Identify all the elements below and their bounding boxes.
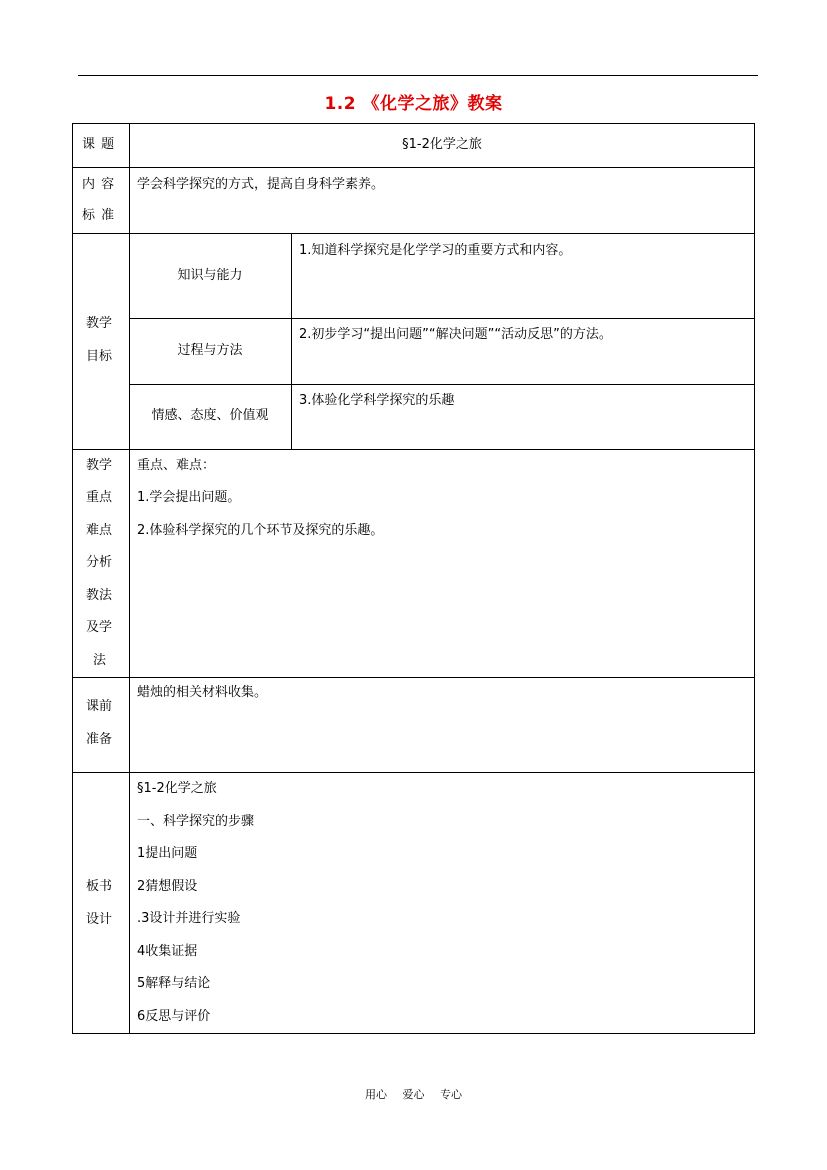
objective-text: 2.初步学习“提出问题”“解决问题”“活动反思”的方法。 [299,327,612,342]
row-divider [72,677,755,678]
preparation-value: 蜡烛的相关材料收集。 [137,685,268,700]
preparation-label-1: 课前 [86,699,113,714]
objectives-row-divider [129,384,755,385]
board-design-label-1: 板书 [86,879,113,894]
board-design-line: 一、科学探究的步骤 [137,814,255,829]
topic-value: §1-2化学之旅 [402,137,482,152]
key-points-label: 法 [93,653,107,668]
lesson-plan-table [72,123,755,1034]
board-design-line: 4收集证据 [137,944,198,959]
objective-dimension: 知识与能力 [177,268,243,283]
row-divider [72,449,755,450]
objectives-label-2: 目标 [86,349,113,364]
row-divider [72,167,755,168]
objective-text: 1.知道科学探究是化学学习的重要方式和内容。 [299,243,572,258]
board-design-line: 1提出问题 [137,846,198,861]
board-design-line: §1-2化学之旅 [137,781,217,796]
footer-word: 专心 [440,1088,462,1101]
content-standard-value: 学会科学探究的方式，提高自身科学素养。 [137,177,385,192]
board-design-line: 6反思与评价 [137,1009,211,1024]
header-rule [78,75,758,76]
content-standard-label-2: 标 准 [82,208,116,223]
key-points-label: 教法 [86,588,113,603]
footer-word: 用心 [365,1088,387,1101]
row-divider [72,772,755,773]
objectives-row-divider [129,318,755,319]
key-points-line: 2.体验科学探究的几个环节及探究的乐趣。 [137,523,384,538]
objectives-label-1: 教学 [86,316,113,331]
key-points-label: 难点 [86,523,113,538]
key-points-line: 重点、难点： [137,458,216,473]
board-design-label-2: 设计 [86,912,113,927]
topic-label: 课 题 [82,137,116,152]
preparation-label-2: 准备 [86,732,113,747]
label-column-divider [129,123,130,1034]
key-points-label: 教学 [86,458,113,473]
footer-word: 爱心 [402,1088,425,1101]
objectives-inner-divider [291,233,292,449]
board-design-line: .3设计并进行实验 [137,911,241,926]
page-footer [0,1086,827,1102]
content-standard-label-1: 内 容 [82,177,116,192]
objective-text: 3.体验化学科学探究的乐趣 [299,393,455,408]
row-divider [72,233,755,234]
board-design-line: 2猜想假设 [137,879,198,894]
key-points-label: 及学 [86,620,113,635]
key-points-label: 重点 [86,490,113,505]
objective-dimension: 过程与方法 [177,343,243,358]
board-design-line: 5解释与结论 [137,976,211,991]
page-title: 1.2 《化学之旅》教案 [324,94,503,114]
objective-dimension: 情感、态度、价值观 [151,408,269,423]
key-points-line: 1.学会提出问题。 [137,490,241,505]
key-points-label: 分析 [86,555,113,570]
